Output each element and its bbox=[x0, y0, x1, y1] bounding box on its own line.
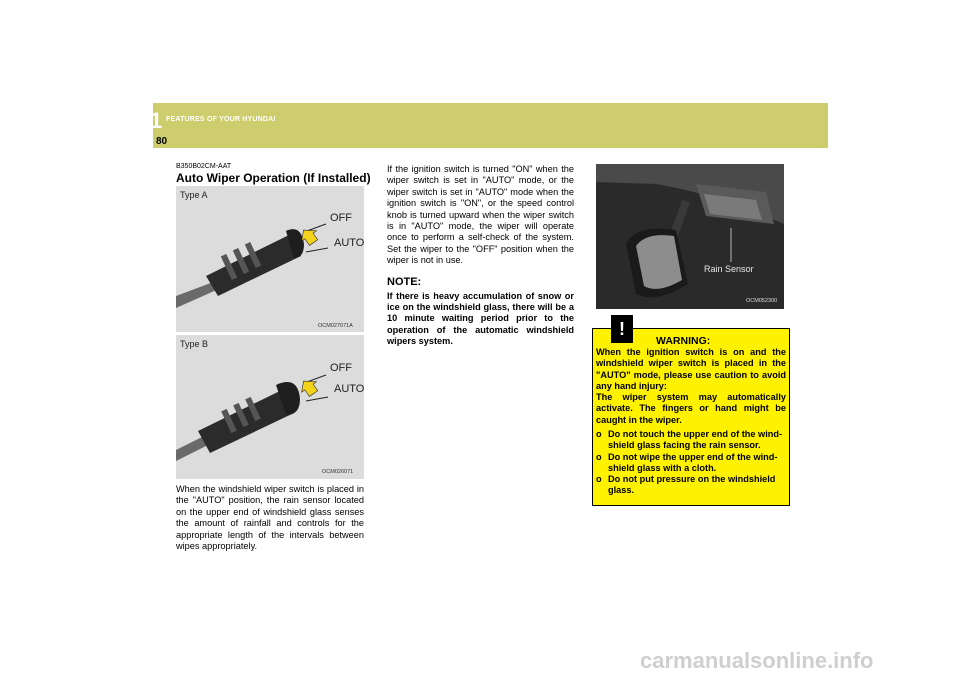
rain-sensor-label: Rain Sensor bbox=[704, 264, 754, 274]
figure-type-a-label: Type A bbox=[180, 190, 208, 200]
watermark: carmanualsonline.info bbox=[640, 648, 874, 673]
auto-label-b: AUTO bbox=[334, 383, 364, 395]
chapter-title: FEATURES OF YOUR HYUNDAI bbox=[166, 116, 276, 123]
self-check-paragraph: If the ignition switch is turned "ON" when the wiper switch is set in "AUTO" mode, or the wiper switch is set in "AUTO" mode when the ignition switch is "ON", or the speed control knob is turned upward when the wiper switch is in "AUTO" mode, the wiper will operate once to perform a self-check of the system. Set the wiper to the "OFF" position when the wiper is not in use. bbox=[387, 164, 574, 266]
warning-list bbox=[596, 429, 786, 497]
warning-title: WARNING: bbox=[656, 335, 711, 347]
warning-item-text: Do not wipe the upper end of the wind-shield glass with a cloth. bbox=[608, 451, 778, 473]
figure-type-a bbox=[176, 186, 364, 332]
warning-box bbox=[592, 319, 790, 506]
wiper-stalk-illustration-b bbox=[176, 335, 364, 479]
figure-code-sensor: OCM052300 bbox=[746, 298, 778, 304]
rain-sensor-photo bbox=[596, 164, 784, 309]
warning-item-text: Do not touch the upper end of the wind-shield glass facing the rain sensor. bbox=[608, 429, 783, 451]
warning-item bbox=[596, 429, 786, 452]
figure-code-a: OCM027071A bbox=[318, 323, 353, 329]
figure-type-b bbox=[176, 335, 364, 479]
section-code: B350B02CM-AAT bbox=[176, 163, 232, 170]
bullet-marker: o bbox=[596, 451, 602, 462]
auto-label-a: AUTO bbox=[334, 237, 364, 249]
header-band bbox=[153, 103, 828, 148]
page-number: 80 bbox=[156, 136, 168, 147]
note-heading: NOTE: bbox=[387, 276, 422, 288]
warning-text bbox=[596, 347, 786, 426]
auto-wiper-description: When the windshield wiper switch is placed in the "AUTO" position, the rain sensor located on the upper end of windshield glass senses the amount of rainfall and controls for the appropriate length of the intervals between wipes appropriately. bbox=[176, 484, 364, 552]
warning-intro: When the ignition switch is on and the windshield wiper switch is placed in the "AUTO" mode, please use caution to avoid any hand injury: bbox=[596, 347, 786, 391]
chapter-number: 1 bbox=[150, 108, 163, 133]
bullet-marker: o bbox=[596, 429, 602, 439]
note-text: If there is heavy accumulation of snow or ice on the windshield glass, there will be a 10 minute waiting period prior to the operation of the automatic windshield wipers system. bbox=[387, 291, 574, 346]
exclamation-icon: ! bbox=[611, 315, 633, 343]
warning-item bbox=[596, 474, 786, 497]
warning-detail: The wiper system may automatically activate. The fingers or hand might be caught in the wiper. bbox=[596, 392, 786, 425]
rain-sensor-illustration bbox=[596, 164, 784, 309]
bullet-marker: o bbox=[596, 474, 602, 485]
wiper-stalk-illustration-a bbox=[176, 186, 364, 332]
figure-code-b: OCM026071 bbox=[322, 469, 354, 475]
section-title: Auto Wiper Operation (If Installed) bbox=[176, 171, 371, 185]
off-label-b: OFF bbox=[330, 362, 352, 374]
figure-type-b-label: Type B bbox=[180, 339, 209, 349]
off-label-a: OFF bbox=[330, 212, 352, 224]
warning-item-text: Do not put pressure on the windshield glass. bbox=[608, 474, 776, 496]
warning-item bbox=[596, 452, 786, 475]
